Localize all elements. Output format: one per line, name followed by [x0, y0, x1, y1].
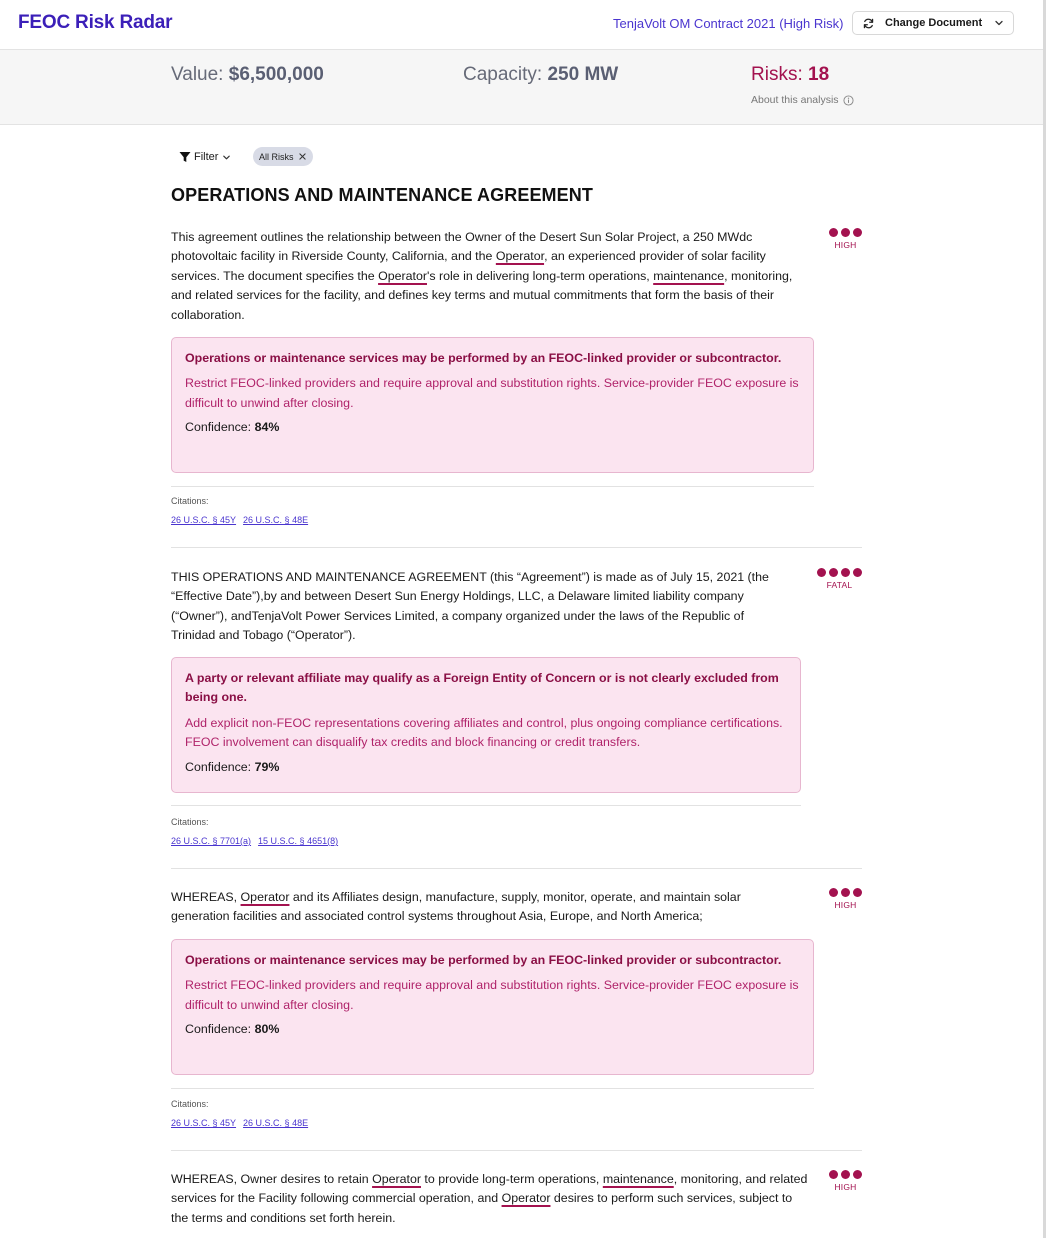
section-divider: [171, 1150, 862, 1151]
risk-mitigation: Restrict FEOC-linked providers and require approval and substitution rights. Service-provider FEOC exposure is difficult to unwind after closing.: [185, 376, 799, 410]
severity-dot: [853, 1170, 862, 1179]
risk-confidence: [185, 760, 787, 774]
severity-dot: [853, 888, 862, 897]
filter-funnel-icon: [179, 151, 191, 163]
severity-dot: [853, 228, 862, 237]
citations-label: Citations:: [171, 817, 209, 827]
risk-title: Operations or maintenance services may be performed by an FEOC-linked provider or subcontractor.: [185, 953, 782, 967]
about-analysis-label: About this analysis: [751, 94, 839, 106]
highlighted-term[interactable]: maintenance: [653, 268, 725, 283]
clause-text-segment: desires to perform such services, subject to the terms and conditions set forth herein.: [171, 1191, 793, 1225]
severity-dots: [829, 1170, 862, 1179]
about-analysis-link[interactable]: [751, 94, 854, 106]
citations-divider: [171, 1088, 814, 1089]
severity-dot: [829, 888, 838, 897]
citations-label: Citations:: [171, 496, 209, 506]
severity-dot: [829, 568, 838, 577]
citation-link[interactable]: 26 U.S.C. § 7701(a): [171, 836, 252, 846]
clause-section: [171, 568, 862, 846]
citation-link[interactable]: 26 U.S.C. § 45Y: [171, 515, 237, 525]
risks-label: Risks:: [751, 64, 803, 85]
severity-label: HIGH: [834, 900, 857, 910]
capacity-stat: [463, 64, 618, 86]
highlighted-term[interactable]: Operator: [372, 1172, 421, 1186]
citations-divider: [171, 486, 814, 487]
capacity-amount: 250 MW: [547, 64, 619, 85]
filter-chip-label: All Risks: [259, 151, 294, 162]
top-header: [0, 0, 1043, 50]
clause-section: [171, 1170, 862, 1228]
severity-dot: [829, 228, 838, 237]
clause-text-segment: This agreement outlines the relationship between the Owner of the Desert Sun Solar Project, a 250 MWdc photovoltaic facility in Riverside County, California, and the: [171, 230, 753, 264]
severity-indicator: [817, 568, 862, 590]
clause-text: [171, 888, 783, 927]
risk-title: Operations or maintenance services may be performed by an FEOC-linked provider or subcontractor.: [185, 351, 782, 365]
severity-indicator: [829, 228, 862, 250]
severity-dot: [841, 1170, 850, 1179]
clause-text-segment: WHEREAS, Owner desires to retain: [171, 1172, 373, 1186]
clause-text-segment: , an experienced provider of solar facility services. The document specifies the: [171, 249, 766, 283]
citation-link[interactable]: 26 U.S.C. § 48E: [243, 1118, 309, 1128]
severity-label: HIGH: [834, 1182, 857, 1192]
filter-chip-all-risks[interactable]: [253, 147, 313, 166]
citation-link[interactable]: 26 U.S.C. § 48E: [243, 515, 309, 525]
citations-links: [171, 1118, 308, 1128]
contract-summary-bar: [0, 50, 1043, 125]
risk-title: A party or relevant affiliate may qualify as a Foreign Entity of Concern or is not clearly excluded from being one.: [185, 671, 779, 705]
citations-label: Citations:: [171, 1099, 209, 1109]
highlighted-term[interactable]: Operator: [501, 1191, 551, 1206]
confidence-value: 79%: [254, 759, 280, 774]
clause-text-segment: and its Affiliates design, manufacture, supply, monitor, operate, and maintain solar generation facilities and associated control systems throughout Asia, Europe, and North America;: [171, 890, 741, 924]
section-divider: [171, 547, 862, 548]
severity-indicator: [829, 888, 862, 910]
clause-text-segment: , monitoring, and related services for the facility, and defines key terms and mutual commitments that form the basis of their collaboration.: [171, 268, 793, 322]
severity-dot: [841, 228, 850, 237]
chevron-down-icon: [994, 18, 1004, 28]
citation-link[interactable]: 26 U.S.C. § 45Y: [171, 1118, 237, 1128]
highlighted-term[interactable]: Operator: [378, 268, 427, 283]
app-title: FEOC Risk Radar: [18, 12, 173, 33]
risk-mitigation: Add explicit non-FEOC representations covering affiliates and control, plus ongoing compliance certifications. FEOC involvement can disqualify tax credits and block financing or credit transfers.: [185, 715, 783, 750]
severity-dot: [853, 568, 862, 577]
confidence-value: 84%: [254, 420, 280, 435]
info-icon: [843, 95, 854, 106]
filter-label: Filter: [194, 151, 219, 163]
risk-confidence: [185, 420, 800, 434]
clause-text-segment: , monitoring, and related services for the Facility following commercial operation, and: [171, 1172, 808, 1206]
severity-indicator: [829, 1170, 862, 1192]
clause-section: [171, 888, 862, 1128]
change-document-button[interactable]: [852, 11, 1014, 35]
capacity-label: Capacity:: [463, 64, 543, 85]
highlighted-term[interactable]: Operator: [240, 890, 290, 904]
severity-dot: [817, 568, 826, 577]
severity-dots: [829, 888, 862, 897]
chevron-down-icon: [222, 153, 231, 162]
risk-card: [171, 337, 814, 473]
risk-mitigation: Restrict FEOC-linked providers and require approval and substitution rights. Service-provider FEOC exposure is difficult to unwind after closing.: [185, 978, 799, 1012]
value-stat: [171, 64, 324, 86]
clause-text: [171, 568, 783, 646]
section-divider: [171, 868, 862, 869]
current-document-link[interactable]: TenjaVolt OM Contract 2021 (High Risk): [613, 16, 844, 31]
risks-count: 18: [808, 64, 830, 85]
severity-dot: [829, 1170, 838, 1179]
confidence-label: Confidence:: [185, 420, 252, 435]
severity-dots: [829, 228, 862, 237]
severity-dots: [817, 568, 862, 577]
citations-links: [171, 836, 338, 846]
close-icon[interactable]: [299, 153, 306, 160]
value-label: Value:: [171, 64, 224, 85]
filter-dropdown[interactable]: [179, 151, 231, 163]
severity-dot: [841, 888, 850, 897]
citation-link[interactable]: 15 U.S.C. § 4651(8): [258, 836, 339, 846]
clause-text-segment: WHEREAS,: [171, 890, 241, 904]
clause-text-segment: THIS OPERATIONS AND MAINTENANCE AGREEMENT (this “Agreement”) is made as of July 15, 2021 (the “Effective Date”),by and between Desert Sun Energy Holdings, LLC, a Delaware limited liability company (“Owner”), andTenjaVolt Power Services Limited, a company organized under the laws of the Republic of Trinidad and Tobago (“Operator”).: [171, 570, 769, 643]
highlighted-term[interactable]: maintenance: [602, 1172, 674, 1186]
citations-links: [171, 515, 308, 525]
risks-stat: [751, 64, 829, 86]
clause-text: [171, 1170, 811, 1228]
highlighted-term[interactable]: Operator: [495, 249, 545, 264]
risk-confidence: [185, 1022, 800, 1036]
risk-card: [171, 939, 814, 1075]
change-document-label: Change Document: [885, 17, 983, 29]
clause-section: [171, 228, 862, 525]
clause-text-segment: to provide long-term operations,: [420, 1172, 603, 1186]
refresh-icon: [862, 17, 875, 30]
confidence-label: Confidence:: [185, 759, 252, 774]
value-amount: $6,500,000: [228, 64, 324, 85]
document-title: OPERATIONS AND MAINTENANCE AGREEMENT: [171, 185, 593, 205]
confidence-value: 80%: [254, 1022, 280, 1037]
clause-text-segment: 's role in delivering long-term operations,: [426, 268, 654, 283]
confidence-label: Confidence:: [185, 1022, 252, 1037]
clause-text: [171, 228, 811, 325]
risk-card: [171, 657, 801, 793]
severity-label: HIGH: [834, 240, 857, 250]
severity-dot: [841, 568, 850, 577]
citations-divider: [171, 805, 801, 806]
severity-label: FATAL: [826, 580, 853, 590]
